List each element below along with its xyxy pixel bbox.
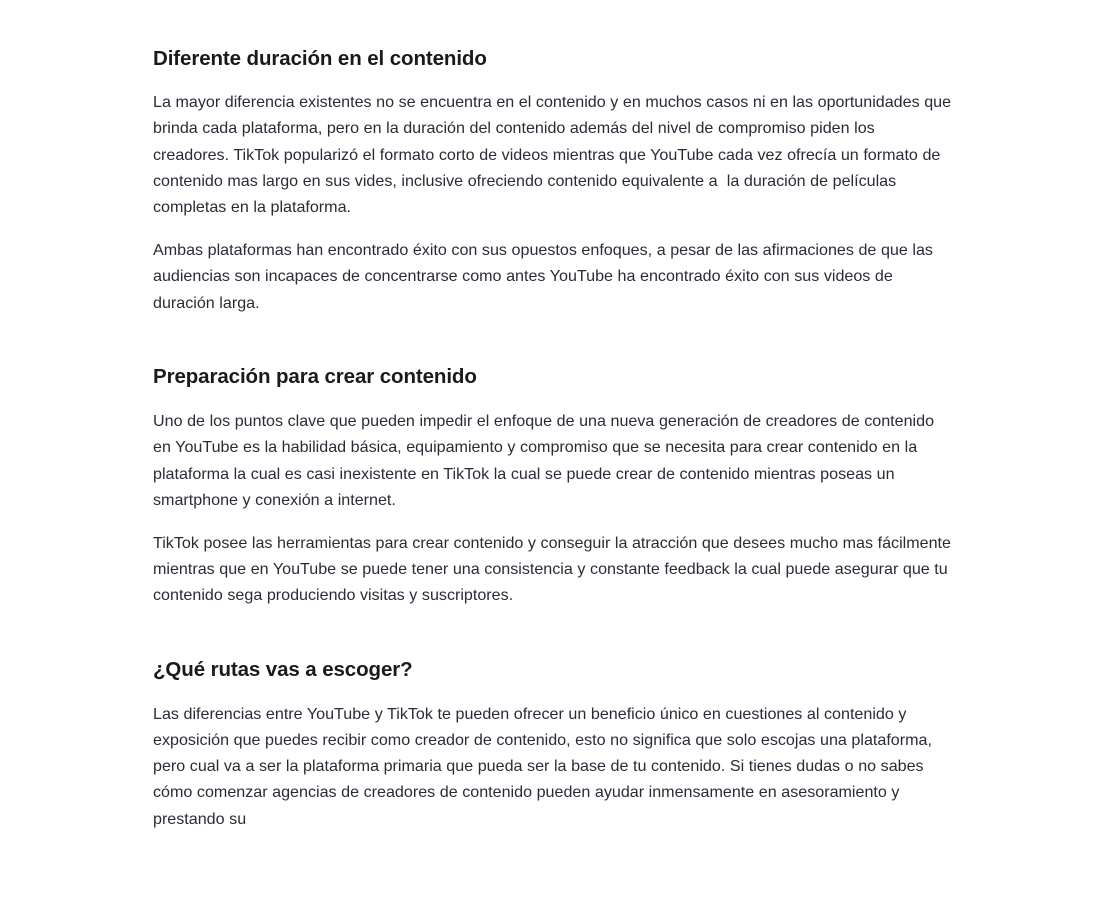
- section-que-rutas-escoger: [153, 609, 953, 832]
- section-diferente-duracion: [153, 46, 956, 316]
- section-heading: Preparación para crear contenido: [153, 364, 477, 388]
- section-heading: ¿Qué rutas vas a escoger?: [153, 657, 413, 681]
- paragraph: Las diferencias entre YouTube y TikTok te pueden ofrecer un beneficio único en cuestiones al contenido y exposición que puedes recibir como creador de contenido, esto no significa que solo escojas una plataforma, pero cual va a ser la plataforma primaria que pueda ser la base de tu contenido. Si tienes dudas o no sabes cómo comenzar agencias de creadores de contenido pueden ayudar inmensamente en asesoramiento y prestando su: [153, 704, 937, 828]
- paragraph: TikTok posee las herramientas para crear contenido y conseguir la atracción que desees mucho mas fácilmente mientras que en YouTube se puede tener una consistencia y constante feedback la cual puede asegurar que tu contenido sega produciendo visitas y suscriptores.: [153, 533, 956, 605]
- section-preparacion-crear-contenido: [153, 316, 956, 609]
- document-body: [153, 46, 956, 832]
- paragraph: Ambas plataformas han encontrado éxito con sus opuestos enfoques, a pesar de las afirmaciones de que las audiencias son incapaces de concentrarse como antes YouTube ha encontrado éxito con sus videos de duración larga.: [153, 241, 938, 312]
- paragraph: Uno de los puntos clave que pueden impedir el enfoque de una nueva generación de creadores de contenido en YouTube es la habilidad básica, equipamiento y compromiso que se necesita para crear contenido en la plataforma la cual es casi inexistente en TikTok la cual se puede crear de contenido mientras poseas un smartphone y conexión a internet.: [153, 412, 939, 509]
- section-heading: Diferente duración en el contenido: [153, 47, 487, 70]
- paragraph: La mayor diferencia existentes no se encuentra en el contenido y en muchos casos ni en las oportunidades que brinda cada plataforma, pero en la duración del contenido además del nivel de compromiso piden los creadores. TikTok popularizó el formato corto de videos mientras que YouTube cada vez ofrecía un formato de contenido mas largo en sus vides, inclusive ofreciendo contenido equivalente a la duración de películas completas en la plataforma.: [153, 93, 956, 217]
